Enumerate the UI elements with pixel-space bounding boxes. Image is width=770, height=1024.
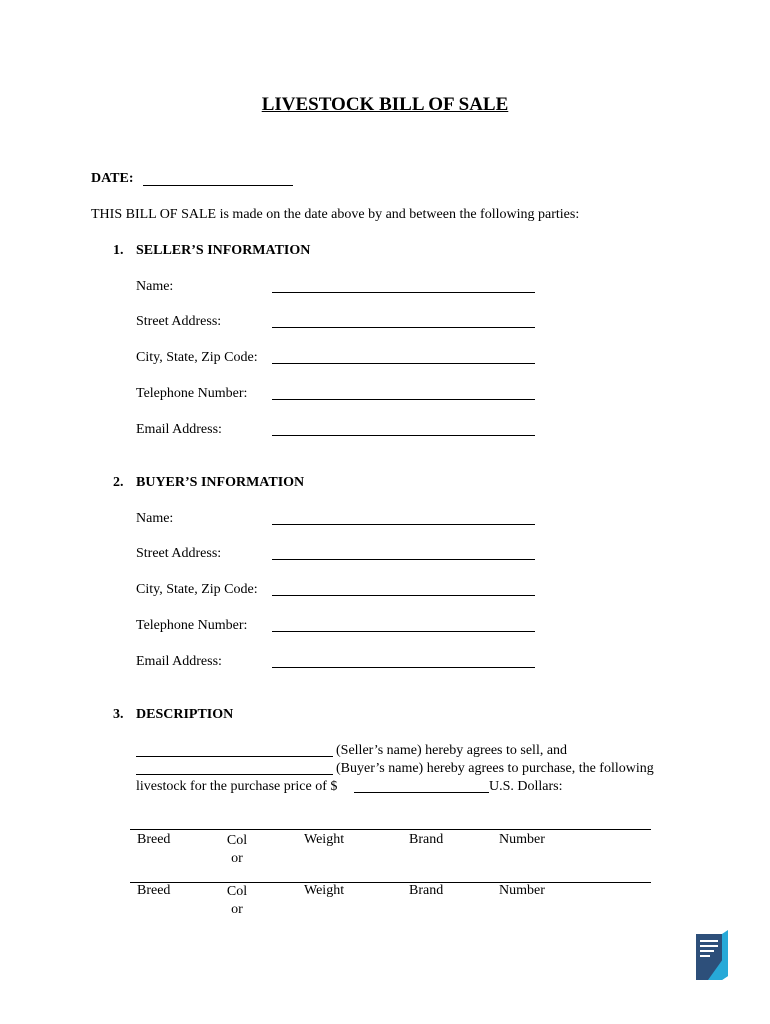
seller-city-label: City, State, Zip Code: [136, 350, 258, 365]
intro-text: THIS BILL OF SALE is made on the date above by and between the following parties: [91, 207, 580, 222]
seller-street-label: Street Address: [136, 314, 222, 329]
seller-section-number: 1. [113, 243, 124, 258]
seller-email-field[interactable] [272, 435, 535, 436]
document-logo-icon [694, 930, 730, 982]
buyer-email-label: Email Address: [136, 654, 222, 669]
seller-name-blank[interactable] [136, 756, 333, 757]
seller-email-label: Email Address: [136, 422, 222, 437]
color-header: Col or [226, 833, 248, 866]
buyer-phone-field[interactable] [272, 631, 535, 632]
brand-header: Brand [409, 832, 444, 847]
weight-header: Weight [304, 832, 345, 847]
purchase-price-field[interactable] [354, 792, 489, 793]
seller-city-field[interactable] [272, 363, 535, 364]
buyer-name-blank[interactable] [136, 774, 333, 775]
seller-phone-field[interactable] [272, 399, 535, 400]
seller-name-field[interactable] [272, 292, 535, 293]
seller-name-label: Name: [136, 279, 174, 294]
buyer-city-field[interactable] [272, 595, 535, 596]
number-header: Number [499, 832, 545, 847]
description-section-heading: DESCRIPTION [136, 707, 234, 722]
description-line-3-suffix: U.S. Dollars: [489, 779, 563, 794]
breed-header: Breed [137, 883, 171, 898]
buyer-name-label: Name: [136, 511, 174, 526]
buyer-street-field[interactable] [272, 559, 535, 560]
buyer-city-label: City, State, Zip Code: [136, 582, 258, 597]
description-section-number: 3. [113, 707, 124, 722]
description-line-1: (Seller’s name) hereby agrees to sell, and [336, 743, 568, 758]
buyer-street-label: Street Address: [136, 546, 222, 561]
buyer-name-field[interactable] [272, 524, 535, 525]
seller-phone-label: Telephone Number: [136, 386, 248, 401]
description-line-2: (Buyer’s name) hereby agrees to purchase, the following [336, 761, 654, 776]
buyer-section-number: 2. [113, 475, 124, 490]
table-rule-1 [130, 829, 651, 830]
document-title: LIVESTOCK BILL OF SALE [261, 94, 509, 115]
seller-section-heading: SELLER’S INFORMATION [136, 243, 311, 258]
table-rule-2 [130, 882, 651, 883]
weight-header: Weight [304, 883, 345, 898]
breed-header: Breed [137, 832, 171, 847]
date-field[interactable] [143, 185, 293, 186]
date-label: DATE: [91, 171, 134, 186]
buyer-phone-label: Telephone Number: [136, 618, 248, 633]
seller-street-field[interactable] [272, 327, 535, 328]
number-header: Number [499, 883, 545, 898]
buyer-email-field[interactable] [272, 667, 535, 668]
description-line-3-prefix: livestock for the purchase price of $ [136, 779, 338, 794]
buyer-section-heading: BUYER’S INFORMATION [136, 475, 305, 490]
color-header: Col or [226, 884, 248, 917]
brand-header: Brand [409, 883, 444, 898]
